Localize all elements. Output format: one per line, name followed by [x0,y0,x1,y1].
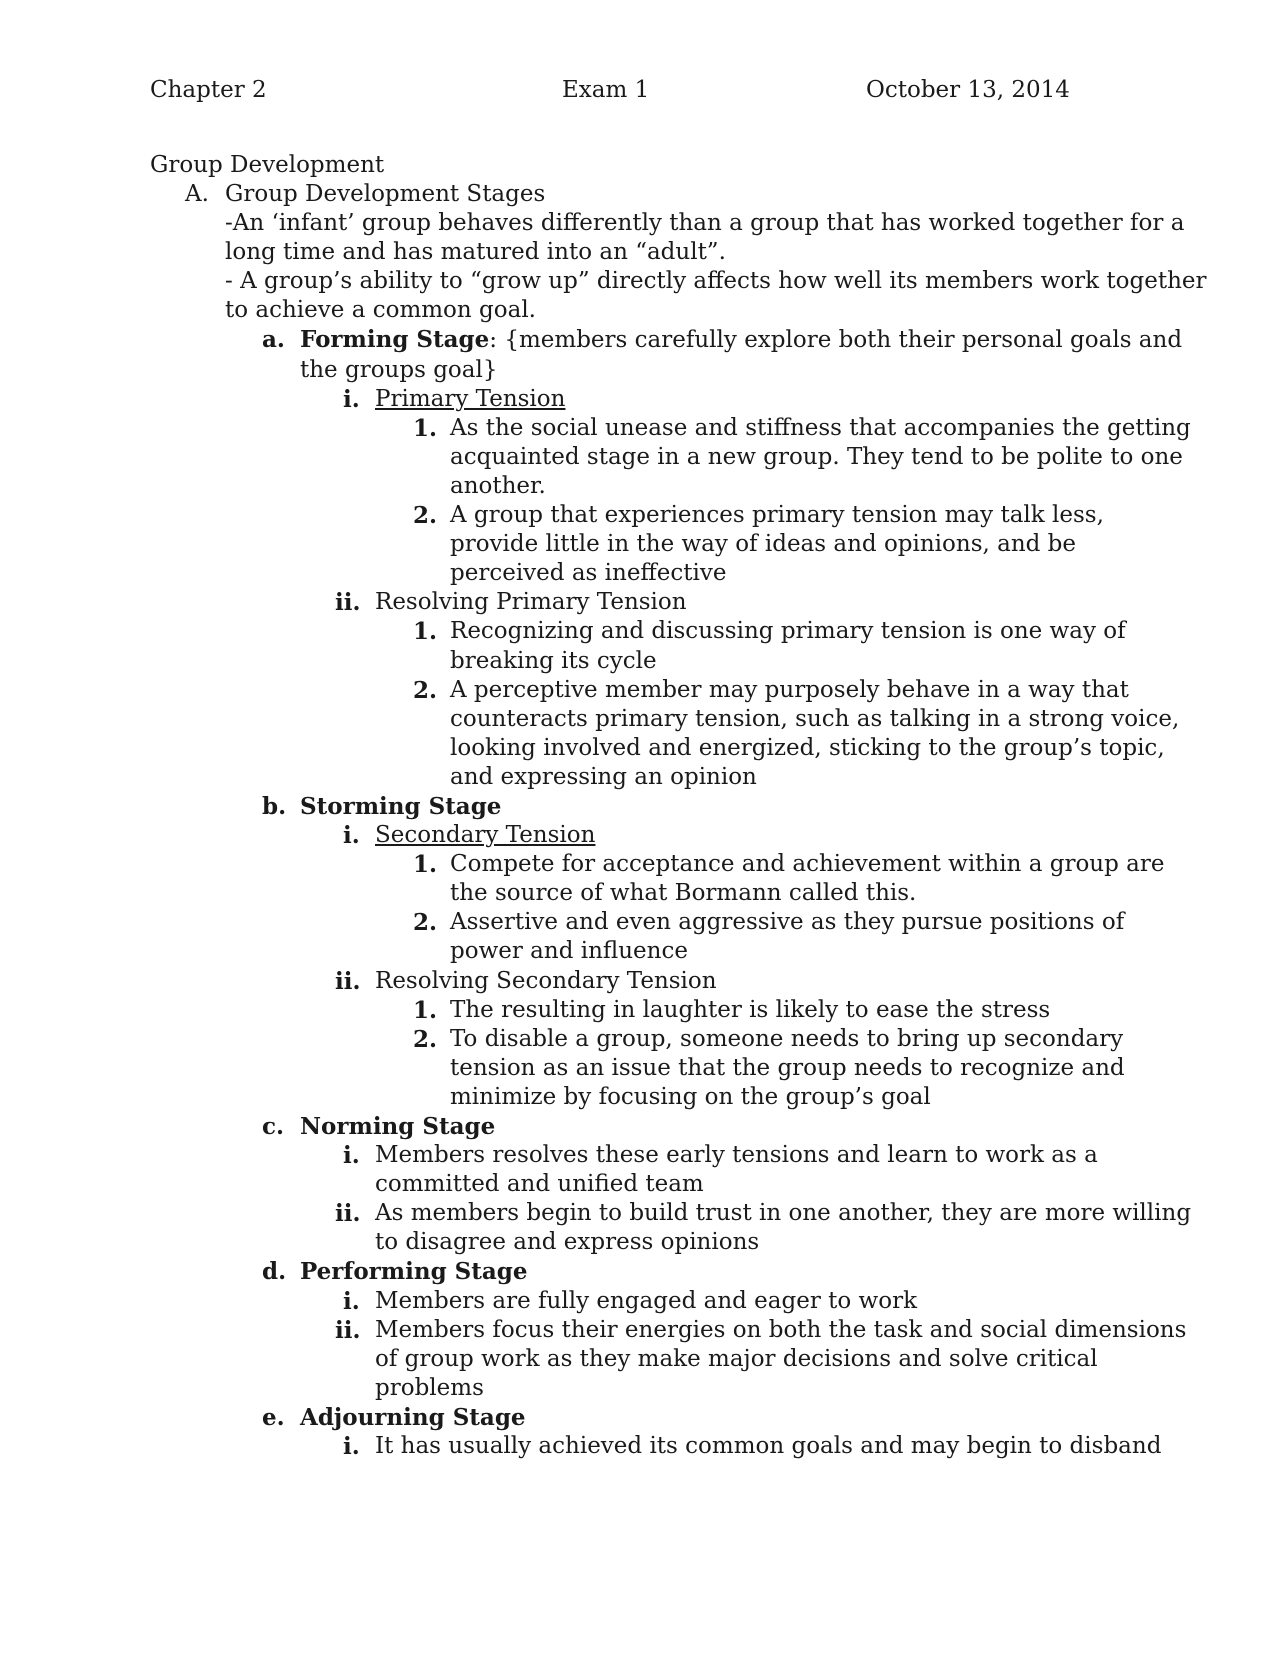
list-marker: 2. [413,502,438,530]
list-marker: i. [343,1142,360,1170]
list-marker: A. [185,181,209,207]
point-line: The resulting in laughter is likely to ease the stress [450,996,1051,1023]
subitem [0,1141,1280,1199]
point [0,850,1280,908]
point-line: Members are fully engaged and eager to work [375,1287,918,1314]
point [0,996,1280,1025]
subitem-title: Resolving Secondary Tension [375,967,717,994]
list-marker: e. [262,1403,285,1431]
point-line: looking involved and energized, sticking to the group’s topic, [450,734,1165,761]
point-line: It has usually achieved its common goals and may begin to disband [375,1433,1162,1460]
list-marker: 2. [413,676,438,704]
list-marker: ii. [335,967,361,995]
point-line: breaking its cycle [450,647,657,674]
list-marker: 1. [413,851,438,879]
point-line: and expressing an opinion [450,763,757,790]
subitem [0,1316,1280,1403]
point-line: provide little in the way of ideas and opinions, and be [450,531,1077,558]
list-marker: i. [343,1433,360,1461]
point-line: acquainted stage in a new group. They tend to be polite to one [450,443,1183,470]
stage-performing [0,1257,1280,1402]
stage-forming [0,325,1280,792]
stage-description: : {members carefully explore both their personal goals and [489,327,1183,354]
section-title: Group Development [150,152,385,178]
list-marker: a. [262,326,285,354]
list-marker: 1. [413,618,438,646]
stage-title: Forming Stage [300,326,490,354]
stage-description: the groups goal} [300,356,498,383]
point-line: the source of what Bormann called this. [450,880,917,907]
point-line: tension as an issue that the group needs to recognize and [450,1054,1125,1081]
subitem-secondary-tension [0,821,1280,850]
header-chapter: Chapter 2 [150,77,267,103]
list-marker: ii. [335,1316,361,1344]
point-line: As members begin to build trust in one another, they are more willing [375,1200,1192,1227]
outline-item-a [0,180,1280,325]
point-line: of group work as they make major decisions and solve critical [375,1345,1098,1372]
point-line: Recognizing and discussing primary tension is one way of [450,618,1126,645]
list-marker: i. [343,822,360,850]
point [0,676,1280,792]
point-line: To disable a group, someone needs to bring up secondary [450,1025,1124,1052]
point [0,1025,1280,1112]
list-marker: 2. [413,909,438,937]
list-marker: c. [262,1113,285,1140]
stage-title: Norming Stage [300,1113,496,1140]
point-line: perceived as ineffective [450,560,727,587]
subitem [0,1432,1280,1461]
subitem-primary-tension [0,385,1280,414]
subitem-title: Primary Tension [375,385,566,412]
point-line: power and influence [450,938,688,965]
stage-title: Storming Stage [300,792,502,820]
header-date: October 13, 2014 [866,77,1070,103]
stage-title: Adjourning Stage [300,1403,526,1431]
point [0,617,1280,675]
subitem [0,1199,1280,1257]
point [0,414,1280,501]
point-line: Members resolves these early tensions and learn to work as a [375,1142,1098,1169]
list-marker: i. [343,1287,360,1315]
subitem [0,1287,1280,1316]
header-exam: Exam 1 [562,77,650,103]
point [0,908,1280,966]
list-marker: 1. [413,414,438,442]
intro-line: to achieve a common goal. [225,297,536,324]
point-line: problems [375,1374,484,1401]
point-line: As the social unease and stiffness that accompanies the getting [450,414,1191,441]
point-line: minimize by focusing on the group’s goal [450,1083,931,1110]
list-marker: d. [262,1258,287,1286]
stage-storming [0,792,1280,1112]
stage-adjourning [0,1403,1280,1461]
point [0,501,1280,588]
point-line: Members focus their energies on both the task and social dimensions [375,1316,1187,1343]
subitem-resolving-primary [0,588,1280,617]
list-marker: ii. [335,1200,361,1228]
subitem-resolving-secondary [0,967,1280,996]
list-marker: 2. [413,1025,438,1053]
list-marker: 1. [413,996,438,1024]
point-line: Assertive and even aggressive as they pursue positions of [450,909,1125,936]
list-marker: b. [262,792,287,820]
list-marker: i. [343,385,360,413]
point-line: another. [450,472,546,499]
point-line: A perceptive member may purposely behave in a way that [450,676,1129,703]
subitem-title: Secondary Tension [375,822,596,849]
intro-line: -An ‘infant’ group behaves differently than a group that has worked together for a [225,210,1185,237]
point-line: Compete for acceptance and achievement within a group are [450,851,1165,878]
outline [0,180,1280,1461]
point-line: committed and unified team [375,1171,704,1198]
point-line: A group that experiences primary tension may talk less, [450,502,1104,529]
subitem-title: Resolving Primary Tension [375,589,687,616]
point-line: counteracts primary tension, such as talking in a strong voice, [450,705,1180,732]
intro-line: - A group’s ability to “grow up” directly affects how well its members work together [225,268,1207,295]
intro-line: long time and has matured into an “adult”. [225,239,726,266]
stage-norming [0,1112,1280,1257]
outline-heading: Group Development Stages [225,181,546,207]
stage-title: Performing Stage [300,1258,528,1286]
point-line: to disagree and express opinions [375,1229,760,1256]
list-marker: ii. [335,589,361,617]
